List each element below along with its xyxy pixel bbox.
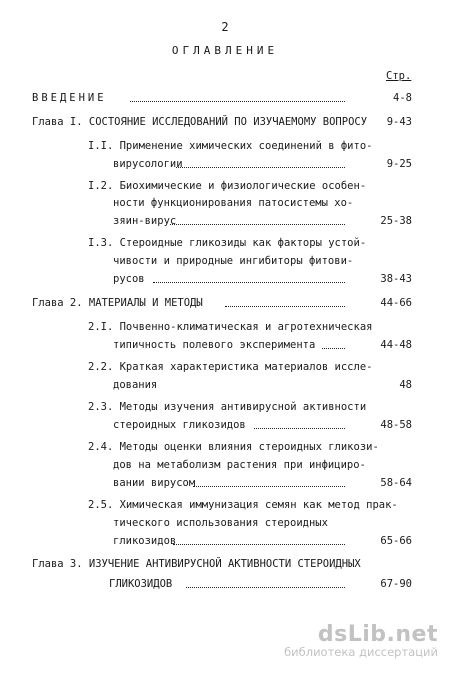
toc-page-range: 48-58: [380, 419, 412, 431]
toc-entry-line: I.I. Применение химических соединений в фито-: [88, 140, 373, 152]
toc-entry-line: тического использования стероидных: [113, 517, 328, 529]
toc-entry-line: 2.I. Почвенно-климатическая и агротехническая: [88, 321, 373, 333]
toc-page-range: 44-48: [380, 339, 412, 351]
toc-entry-line: 2.5. Химическая иммунизация семян как метод прак-: [88, 499, 398, 511]
toc-page-range: 25-38: [380, 215, 412, 227]
dot-leader: [225, 304, 345, 307]
toc-entry-line: ВВЕДЕНИЕ: [32, 92, 107, 104]
toc-page-range: 48: [399, 379, 412, 391]
toc-page-range: 44-66: [380, 297, 412, 309]
dot-leader: [322, 346, 345, 349]
toc-entry-line: 2.3. Методы изучения антивирусной активности: [88, 401, 367, 413]
dot-leader: [130, 99, 345, 102]
toc-page-range: 58-64: [380, 477, 412, 489]
toc-entry-line: стероидных гликозидов: [113, 419, 246, 431]
toc-entry-line: 2.4. Методы оценки влияния стероидных гликози-: [88, 441, 379, 453]
toc-entry-line: Глава 2. МАТЕРИАЛЫ И МЕТОДЫ: [32, 297, 203, 309]
toc-entry-line: вании вирусом: [113, 477, 196, 489]
toc-entry-line: типичность полевого эксперимента: [113, 339, 316, 351]
toc-entry-line: 2.2. Краткая характеристика материалов иссле-: [88, 361, 373, 373]
toc-entry-line: дования: [113, 379, 158, 391]
toc-title: ОГЛАВЛЕНИЕ: [171, 44, 279, 57]
dot-leader: [193, 484, 345, 487]
page-number: 2: [221, 20, 229, 34]
toc-entry-line: русов: [113, 273, 145, 285]
toc-entry-line: ности функционирования патосистемы хо-: [113, 197, 354, 209]
toc-page-range: 65-66: [380, 535, 412, 547]
dot-leader: [254, 426, 345, 429]
dot-leader: [176, 165, 345, 168]
toc-page-range: 9-43: [386, 116, 412, 128]
toc-entry-line: Глава 3. ИЗУЧЕНИЕ АНТИВИРУСНОЙ АКТИВНОСТИ СТЕРОИДНЫХ: [32, 558, 361, 570]
toc-entry-line: ГЛИКОЗИДОВ: [109, 578, 173, 590]
toc-page-range: 67-90: [380, 578, 412, 590]
toc-entry-line: зяин-вирус: [113, 215, 177, 227]
watermark: [284, 622, 438, 659]
toc-entry-line: дов на метаболизм растения при инфициро-: [113, 459, 366, 471]
toc-entry-line: гликозидов: [113, 535, 177, 547]
toc-entry-line: I.3. Стероидные гликозиды как факторы устой-: [88, 237, 367, 249]
watermark-subtitle: библиотека диссертаций: [284, 645, 438, 659]
toc-entry-line: вирусологии: [113, 158, 183, 170]
toc-entry-line: Глава I. СОСТОЯНИЕ ИССЛЕДОВАНИЙ ПО ИЗУЧАЕМОМУ ВОПРОСУ: [32, 116, 368, 128]
toc-entry-line: чивости и природные ингибиторы фитови-: [113, 255, 354, 267]
toc-page-range: 38-43: [380, 273, 412, 285]
dot-leader: [170, 222, 345, 225]
dot-leader: [186, 585, 345, 588]
dot-leader: [153, 280, 345, 283]
dot-leader: [173, 542, 345, 545]
toc-page-range: 4-8: [393, 92, 412, 104]
page-column-header: Стр.: [386, 70, 412, 82]
watermark-logo: dsLib.net: [317, 622, 438, 647]
toc-page-range: 9-25: [386, 158, 412, 170]
toc-entry-line: I.2. Биохимические и физиологические особен-: [88, 180, 367, 192]
